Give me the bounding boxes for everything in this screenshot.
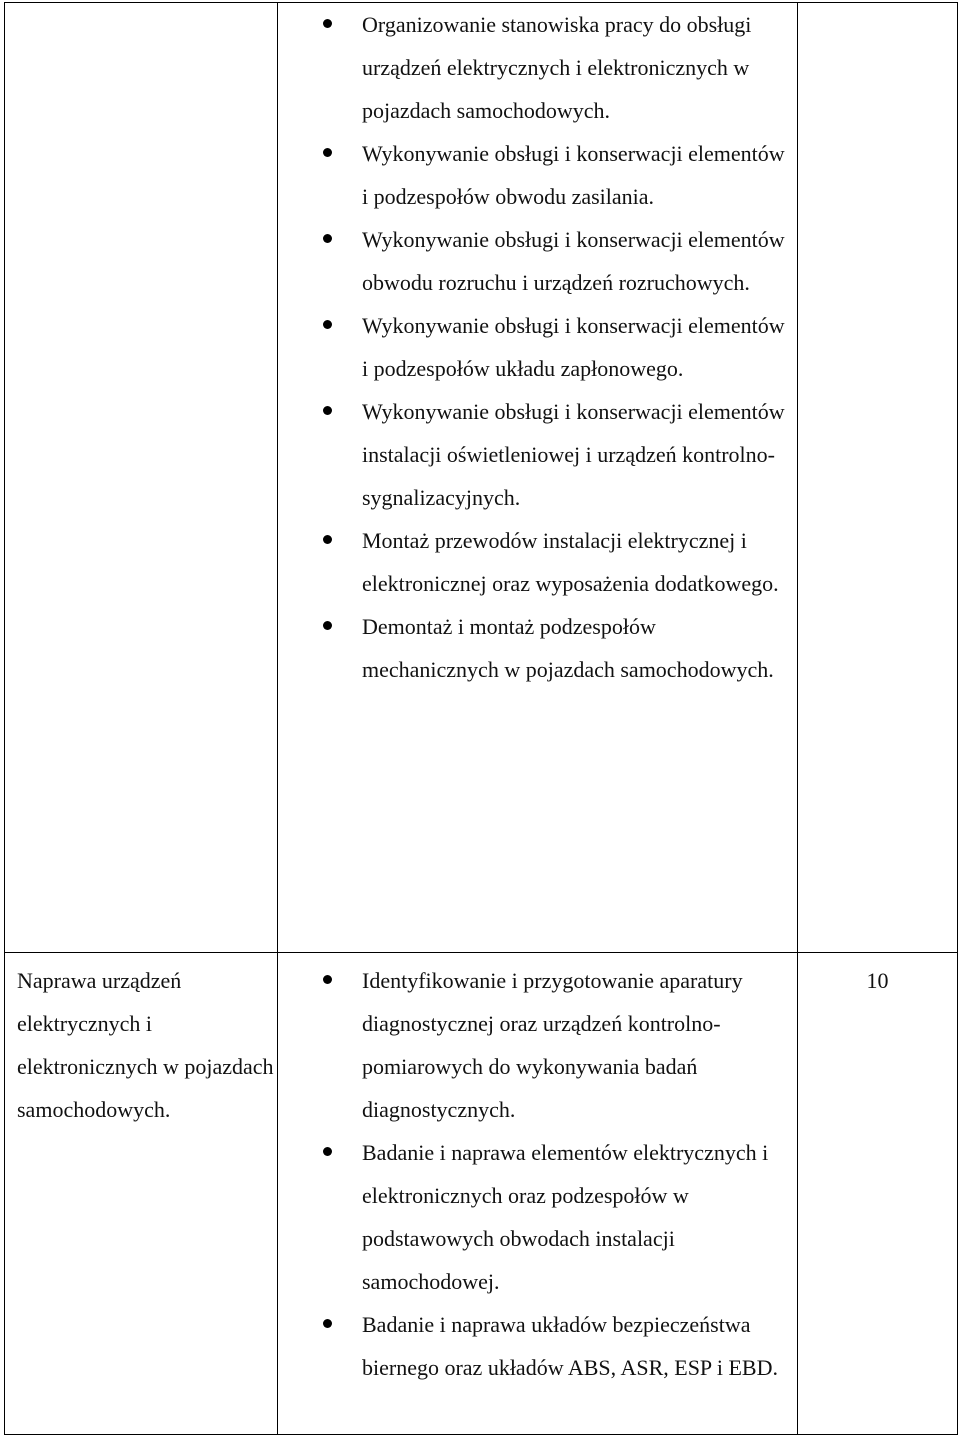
list-item — [278, 218, 797, 304]
list-item-text: Demontaż i montaż podzespołów mechanicznych w pojazdach samochodowych. — [362, 614, 774, 682]
list-item — [278, 519, 797, 605]
list-item — [278, 304, 797, 390]
content-cell — [278, 3, 798, 953]
bullet-icon — [323, 234, 332, 243]
bullet-icon — [323, 1147, 332, 1156]
topic-cell — [5, 953, 278, 1435]
list-item-text: Organizowanie stanowiska pracy do obsługi urządzeń elektrycznych i elektronicznych w pojazdach samochodowych. — [362, 12, 752, 123]
bullet-icon — [323, 19, 332, 28]
bullet-list — [278, 953, 797, 1389]
bullet-icon — [323, 975, 332, 984]
list-item — [278, 605, 797, 691]
list-item-text: Wykonywanie obsługi i konserwacji elementów i podzespołów obwodu zasilania. — [362, 141, 785, 209]
bullet-icon — [323, 320, 332, 329]
bullet-list — [278, 3, 797, 691]
bullet-icon — [323, 1319, 332, 1328]
topic-text — [5, 3, 277, 9]
curriculum-table — [4, 2, 958, 1435]
list-item — [278, 3, 797, 132]
bullet-icon — [323, 148, 332, 157]
table-row — [5, 953, 958, 1435]
hours-cell — [798, 3, 958, 953]
list-item-text: Montaż przewodów instalacji elektrycznej i elektronicznej oraz wyposażenia dodatkowego. — [362, 528, 779, 596]
bullet-icon — [323, 621, 332, 630]
bullet-icon — [323, 406, 332, 415]
bullet-icon — [323, 535, 332, 544]
list-item-text: Wykonywanie obsługi i konserwacji elementów obwodu rozruchu i urządzeń rozruchowych. — [362, 227, 785, 295]
table-row — [5, 3, 958, 953]
list-item-text: Wykonywanie obsługi i konserwacji elementów i podzespołów układu zapłonowego. — [362, 313, 785, 381]
list-item — [278, 132, 797, 218]
list-item — [278, 1131, 797, 1303]
list-item-text: Wykonywanie obsługi i konserwacji elementów instalacji oświetleniowej i urządzeń kontrolno-sygnalizacyjnych. — [362, 399, 785, 510]
topic-text: Naprawa urządzeń elektrycznych i elektronicznych w pojazdach samochodowych. — [17, 968, 274, 1122]
hours-text — [798, 3, 957, 9]
list-item — [278, 390, 797, 519]
list-item-text: Identyfikowanie i przygotowanie aparatury diagnostycznej oraz urządzeń kontrolno-pomiarowych do wykonywania badań diagnostycznych. — [362, 968, 743, 1122]
hours-cell — [798, 953, 958, 1435]
list-item-text: Badanie i naprawa elementów elektrycznych i elektronicznych oraz podzespołów w podstawowych obwodach instalacji samochodowej. — [362, 1140, 769, 1294]
list-item-text: Badanie i naprawa układów bezpieczeństwa biernego oraz układów ABS, ASR, ESP i EBD. — [362, 1312, 778, 1380]
list-item — [278, 959, 797, 1131]
hours-text: 10 — [866, 968, 889, 993]
content-cell — [278, 953, 798, 1435]
list-item — [278, 1303, 797, 1389]
topic-cell — [5, 3, 278, 953]
